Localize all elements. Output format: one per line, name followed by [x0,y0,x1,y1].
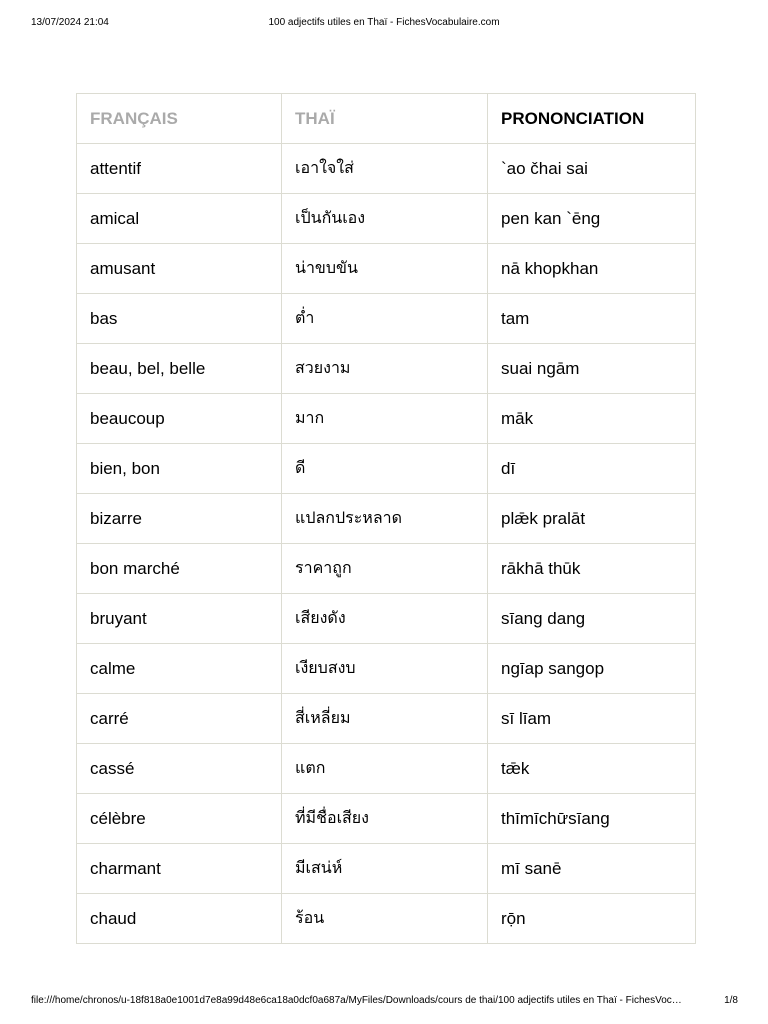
table-row [77,244,696,294]
cell-thai: เสียงดัง [282,594,488,644]
cell-thai: มาก [282,394,488,444]
cell-francais: bruyant [77,594,282,644]
cell-prononciation: suai ngām [488,344,696,394]
cell-francais: bizarre [77,494,282,544]
page-number: 1/8 [724,995,738,1006]
cell-prononciation: `ao čhai sai [488,144,696,194]
cell-francais: cassé [77,744,282,794]
cell-prononciation: tǣk [488,744,696,794]
cell-thai: แปลกประหลาด [282,494,488,544]
cell-francais: bien, bon [77,444,282,494]
table-row [77,744,696,794]
cell-francais: bas [77,294,282,344]
cell-prononciation: tam [488,294,696,344]
cell-francais: chaud [77,894,282,944]
column-header-francais: FRANÇAIS [77,94,282,144]
table-row [77,544,696,594]
cell-francais: carré [77,694,282,744]
cell-thai: มีเสน่ห์ [282,844,488,894]
table-row [77,794,696,844]
table-row [77,894,696,944]
table-row [77,444,696,494]
page-title: 100 adjectifs utiles en Thaï - FichesVocabulaire.com [268,17,500,28]
table-row [77,394,696,444]
column-header-thai: THAÏ [282,94,488,144]
table-row [77,194,696,244]
print-file-path: file:///home/chronos/u-18f818a0e1001d7e8a99d48e6ca18a0dcf0a687a/MyFiles/Downloads/cours de thai/100 adjectifs utiles en Thaï - FichesVoc… [31,995,682,1006]
cell-prononciation: rākhā thūk [488,544,696,594]
table-row [77,494,696,544]
cell-thai: เป็นกันเอง [282,194,488,244]
cell-prononciation: sī līam [488,694,696,744]
cell-prononciation: pen kan `ēng [488,194,696,244]
cell-prononciation: ngīap sangop [488,644,696,694]
table-row [77,644,696,694]
cell-prononciation: dī [488,444,696,494]
cell-thai: ดี [282,444,488,494]
table-row [77,844,696,894]
print-date: 13/07/2024 21:04 [31,17,109,28]
cell-thai: สวยงาม [282,344,488,394]
table-row [77,594,696,644]
cell-thai: สี่เหลี่ยม [282,694,488,744]
cell-thai: ที่มีชื่อเสียง [282,794,488,844]
cell-francais: beau, bel, belle [77,344,282,394]
column-header-prononciation: PRONONCIATION [488,94,696,144]
cell-francais: beaucoup [77,394,282,444]
cell-thai: น่าขบขัน [282,244,488,294]
cell-prononciation: sīang dang [488,594,696,644]
cell-prononciation: plǣk pralāt [488,494,696,544]
cell-prononciation: nā khopkhan [488,244,696,294]
table-row [77,294,696,344]
table-row [77,344,696,394]
cell-thai: แตก [282,744,488,794]
cell-francais: célèbre [77,794,282,844]
cell-francais: charmant [77,844,282,894]
cell-thai: ต่ำ [282,294,488,344]
table-body [77,144,696,944]
cell-prononciation: māk [488,394,696,444]
cell-thai: เอาใจใส่ [282,144,488,194]
table-row [77,694,696,744]
cell-thai: เงียบสงบ [282,644,488,694]
vocabulary-table [76,93,696,944]
cell-prononciation: rọ̄n [488,894,696,944]
cell-prononciation: thīmīchư̄sīang [488,794,696,844]
cell-prononciation: mī sanē [488,844,696,894]
cell-francais: bon marché [77,544,282,594]
cell-francais: amusant [77,244,282,294]
table-header-row [77,94,696,144]
cell-francais: calme [77,644,282,694]
cell-francais: amical [77,194,282,244]
cell-francais: attentif [77,144,282,194]
cell-thai: ร้อน [282,894,488,944]
table-row [77,144,696,194]
cell-thai: ราคาถูก [282,544,488,594]
